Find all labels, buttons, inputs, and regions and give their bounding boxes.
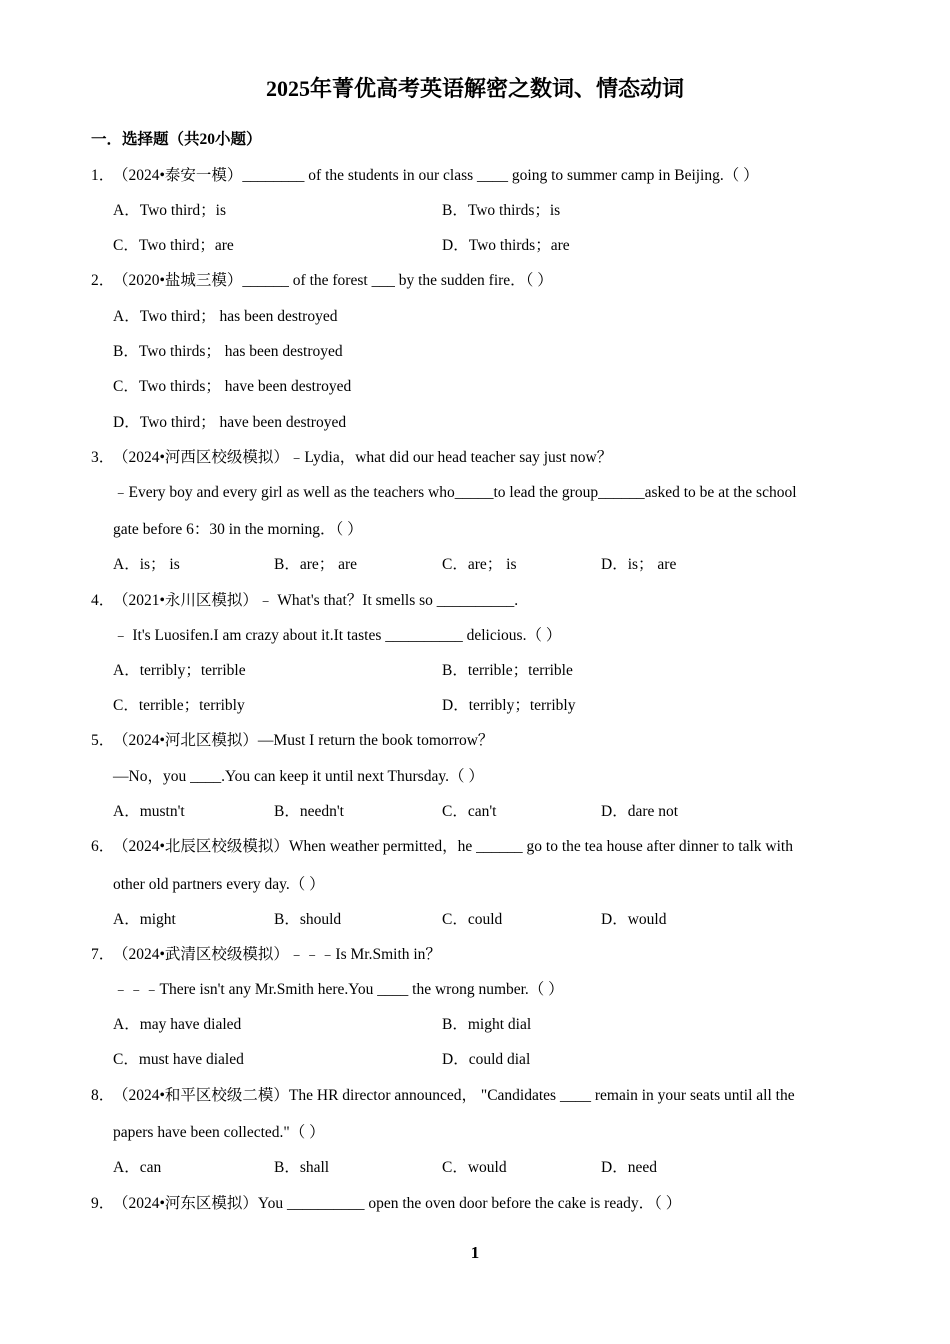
option-d: D．need bbox=[601, 1159, 657, 1176]
option-d: D．dare not bbox=[601, 803, 679, 820]
option-a: A．is； is bbox=[113, 556, 180, 573]
question-stem: （2021•永川区模拟）﹣ What's that？It smells so __________. bbox=[113, 592, 519, 609]
question-7 bbox=[91, 942, 441, 964]
option-d: D．Two thirds；are bbox=[442, 237, 570, 254]
option-d: D．terribly；terribly bbox=[442, 697, 576, 714]
question-number: 7． bbox=[91, 946, 115, 963]
question-number: 3． bbox=[91, 449, 115, 466]
option-b: B．should bbox=[274, 911, 342, 928]
question-stem: （2024•北辰区校级模拟）When weather permitted，he ______ go to the tea house after dinner to talk with bbox=[113, 838, 793, 855]
option-c: C．are； is bbox=[442, 556, 517, 573]
option-c: C．Two third；are bbox=[113, 237, 234, 254]
question-stem: （2024•河东区模拟）You __________ open the oven door before the cake is ready．（ ） bbox=[113, 1195, 682, 1212]
question-stem: （2024•河西区校级模拟）﹣Lydia，what did our head teacher say just now？ bbox=[113, 449, 613, 466]
option-c: C．would bbox=[442, 1159, 507, 1176]
option-b: B．shall bbox=[274, 1159, 330, 1176]
question-line: gate before 6：30 in the morning．（ ） bbox=[113, 521, 363, 538]
question-stem: （2024•和平区校级二模）The HR director announced， "Candidates ____ remain in your seats until all the bbox=[113, 1087, 795, 1104]
option-b: B．are； are bbox=[274, 556, 358, 573]
question-line: papers have been collected."（ ） bbox=[113, 1124, 325, 1141]
option-a: A．might bbox=[113, 911, 176, 928]
option-c: C．must have dialed bbox=[113, 1051, 244, 1068]
page-number: 1 bbox=[470, 1243, 480, 1262]
question-stem: （2020•盐城三模）______ of the forest ___ by the sudden fire．（ ） bbox=[113, 272, 553, 289]
option-d: D．is； are bbox=[601, 556, 677, 573]
question-line: ﹣﹣﹣There isn't any Mr.Smith here.You ____ the wrong number.（ ） bbox=[113, 981, 564, 998]
page-title: 2025年菁优高考英语解密之数词、情态动词 bbox=[265, 76, 684, 101]
option-c: C．can't bbox=[442, 803, 497, 820]
question-1 bbox=[91, 163, 759, 185]
question-line: —No，you ____.You can keep it until next Thursday.（ ） bbox=[113, 768, 484, 785]
option-b: B．Two thirds； has been destroyed bbox=[113, 343, 343, 360]
question-number: 6． bbox=[91, 838, 115, 855]
option-a: A．Two third；is bbox=[113, 202, 227, 219]
question-number: 8． bbox=[91, 1087, 115, 1104]
option-b: B．might dial bbox=[442, 1016, 532, 1033]
option-a: A．may have dialed bbox=[113, 1016, 242, 1033]
question-stem: （2024•河北区模拟）—Must I return the book tomorrow？ bbox=[113, 732, 494, 749]
option-a: A．mustn't bbox=[113, 803, 185, 820]
question-9 bbox=[91, 1191, 681, 1213]
question-line: ﹣Every boy and every girl as well as the teachers who_____to lead the group______asked to be at the school bbox=[113, 484, 797, 501]
option-b: B．terrible；terrible bbox=[442, 662, 573, 679]
question-number: 4． bbox=[91, 592, 115, 609]
option-b: B．Two thirds；is bbox=[442, 202, 561, 219]
option-b: B．needn't bbox=[274, 803, 344, 820]
question-4 bbox=[91, 588, 518, 610]
question-number: 5． bbox=[91, 732, 115, 749]
question-5 bbox=[91, 728, 493, 750]
option-c: C．could bbox=[442, 911, 503, 928]
option-c: C．Two thirds； have been destroyed bbox=[113, 378, 352, 395]
question-number: 2． bbox=[91, 272, 115, 289]
section-heading: 一．选择题（共20小题） bbox=[91, 131, 262, 148]
option-a: A．terribly；terrible bbox=[113, 662, 246, 679]
question-line: other old partners every day.（ ） bbox=[113, 876, 325, 893]
option-d: D．could dial bbox=[442, 1051, 531, 1068]
question-6 bbox=[91, 834, 793, 856]
question-number: 1． bbox=[91, 167, 115, 184]
question-3 bbox=[91, 445, 612, 467]
question-number: 9． bbox=[91, 1195, 115, 1212]
question-stem: （2024•泰安一模）________ of the students in our class ____ going to summer camp in Beijing.（ ） bbox=[113, 167, 759, 184]
question-8 bbox=[91, 1083, 795, 1105]
question-line: ﹣ It's Luosifen.I am crazy about it.It tastes __________ delicious.（ ） bbox=[113, 627, 562, 644]
option-a: A．Two third； has been destroyed bbox=[113, 308, 338, 325]
question-stem: （2024•武清区校级模拟）﹣﹣﹣Is Mr.Smith in？ bbox=[113, 946, 441, 963]
option-d: D．would bbox=[601, 911, 667, 928]
option-d: D．Two third； have been destroyed bbox=[113, 414, 347, 431]
option-c: C．terrible；terribly bbox=[113, 697, 245, 714]
question-2 bbox=[91, 268, 553, 290]
option-a: A．can bbox=[113, 1159, 162, 1176]
